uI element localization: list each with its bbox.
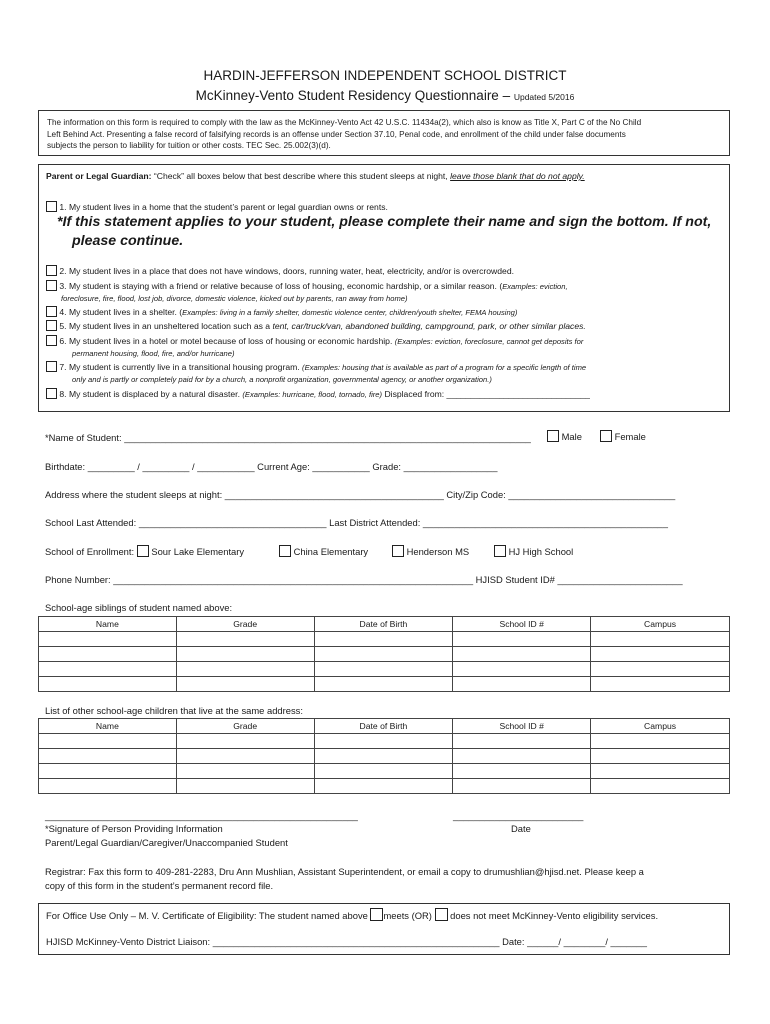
header-grade: Grade — [176, 719, 314, 734]
siblings-table — [38, 616, 730, 692]
header-name: Name — [39, 719, 177, 734]
option-2-checkbox[interactable] — [46, 265, 57, 276]
sour-lake-checkbox[interactable] — [137, 545, 149, 557]
enrollment-label: School of Enrollment: — [45, 546, 135, 557]
hj-high-option — [494, 545, 573, 557]
last-school-field[interactable]: School Last Attended: ____________________________________ Last District Attended: _______________________________________________ — [45, 517, 668, 528]
table-row — [39, 647, 730, 662]
male-label: Male — [561, 431, 582, 442]
option-8 — [46, 388, 590, 399]
legal-line-2: Left Behind Act. Presenting a false record of falsifying records is an offense under Section 37.10, Penal code, and enrollment of the child under false documents — [47, 129, 626, 139]
option-3-checkbox[interactable] — [46, 280, 57, 291]
header-grade: Grade — [176, 617, 314, 632]
date-label: Date — [511, 823, 531, 834]
option-8-checkbox[interactable] — [46, 388, 57, 399]
option-7-checkbox[interactable] — [46, 361, 57, 372]
others-table — [38, 718, 730, 794]
henderson-option — [392, 545, 469, 557]
option-1 — [46, 201, 388, 212]
guardian-underlined: leave those blank that do not apply. — [450, 171, 585, 181]
header-campus: Campus — [591, 617, 730, 632]
meets-checkbox[interactable] — [370, 908, 383, 921]
date-line[interactable]: _________________________ — [453, 810, 584, 821]
table-row — [39, 749, 730, 764]
option-4 — [46, 306, 517, 317]
henderson-checkbox[interactable] — [392, 545, 404, 557]
school-enrollment — [45, 545, 244, 557]
table-row — [39, 677, 730, 692]
option-3 — [46, 280, 568, 291]
china-checkbox[interactable] — [279, 545, 291, 557]
option-7-text: 7. My student is currently live in a transitional housing program. — [59, 362, 303, 372]
registrar-line-2: copy of this form in the student’s permanent record file. — [45, 880, 274, 891]
henderson-label: Henderson MS — [406, 546, 470, 557]
option-2 — [46, 265, 514, 276]
office-label: For Office Use Only – M. V. Certificate of Eligibility: The student named above — [46, 910, 368, 921]
header-dob: Date of Birth — [314, 719, 453, 734]
sour-lake-label: Sour Lake Elementary — [151, 546, 245, 557]
option-3-example-2: foreclosure, fire, flood, lost job, divorce, domestic violence, kicked out by parents, ran away from home) — [61, 294, 408, 303]
table-header-row — [39, 617, 730, 632]
option-3-example-1: Examples: eviction, — [502, 282, 568, 291]
china-option — [279, 545, 368, 557]
notice-line-1: *If this statement applies to your student, please complete their name and sign the bottom. If not, — [57, 214, 712, 230]
signature-line[interactable]: ____________________________________________________________ — [45, 810, 358, 821]
option-8-example: (Examples: hurricane, flood, tornado, fire) — [242, 390, 383, 399]
option-5-text: 5. My student lives in an unsheltered location such as a — [59, 321, 273, 331]
option-6-example-1: (Examples: eviction, foreclosure, cannot get deposits for — [394, 337, 584, 346]
option-6-example-2: permanent housing, flood, fire, and/or hurricane) — [72, 349, 235, 358]
option-1-text: 1. My student lives in a home that the student’s parent or legal guardian owns or rents. — [59, 202, 388, 212]
hj-high-label: HJ High School — [508, 546, 574, 557]
header-dob: Date of Birth — [314, 617, 453, 632]
student-name-field[interactable]: *Name of Student: ______________________________________________________________________________ — [45, 432, 531, 443]
option-7-example-2: only and is partly or completely paid for by a church, a nonprofit organization, governmental agency, or another organization.) — [72, 375, 492, 384]
header-campus: Campus — [591, 719, 730, 734]
option-5-checkbox[interactable] — [46, 320, 57, 331]
form-title — [0, 88, 770, 103]
table-row — [39, 632, 730, 647]
header-school-id: School ID # — [453, 719, 591, 734]
legal-notice-box — [38, 110, 730, 156]
option-2-text: 2. My student lives in a place that does not have windows, doors, running water, heat, electricity, and/or is overcrowded. — [59, 266, 514, 276]
birthdate-age-grade-field[interactable]: Birthdate: _________ / _________ / ___________ Current Age: ___________ Grade: __________________ — [45, 461, 498, 472]
option-6-checkbox[interactable] — [46, 335, 57, 346]
option-6-text: 6. My student lives in a hotel or motel because of loss of housing or economic hardship. — [59, 336, 395, 346]
district-title: HARDIN-JEFFERSON INDEPENDENT SCHOOL DISTRICT — [203, 68, 567, 83]
table-row — [39, 764, 730, 779]
notice-line-2: please continue. — [72, 233, 184, 249]
legal-line-1: The information on this form is required to comply with the law as the McKinney-Vento Act 42 U.S.C. 11434a(2), which also is know as Title X, Part C of the No Child — [47, 118, 642, 127]
option-7 — [46, 361, 586, 372]
option-1-checkbox[interactable] — [46, 201, 57, 212]
signature-label: *Signature of Person Providing Information — [45, 823, 223, 834]
option-7-example-1: (Examples: housing that is available as part of a program for a specific length of time — [302, 363, 587, 372]
option-4-checkbox[interactable] — [46, 306, 57, 317]
phone-id-field[interactable]: Phone Number: _____________________________________________________________________ HJISD Student ID# ________________________ — [45, 574, 683, 585]
option-4-example: Examples: living in a family shelter, domestic violence center, children/youth shelter, FEMA housing) — [182, 308, 518, 317]
guardian-label: Parent or Legal Guardian: — [46, 171, 152, 181]
guardian-instruction — [46, 171, 585, 181]
guardian-text: “Check” all boxes below that best describe where this student sleeps at night, — [151, 171, 451, 181]
table-row — [39, 662, 730, 677]
male-option — [547, 430, 582, 442]
table-header-row — [39, 719, 730, 734]
option-6 — [46, 335, 583, 346]
liaison-field[interactable]: HJISD McKinney-Vento District Liaison: _______________________________________________________ Date: ______/ ________/ _______ — [46, 936, 648, 947]
header-name: Name — [39, 617, 177, 632]
form-title-text: McKinney-Vento Student Residency Questionnaire – — [195, 88, 511, 103]
female-label: Female — [614, 431, 646, 442]
option-5-places: tent, car/truck/van, abandoned building, campground, park, or other similar places. — [272, 321, 586, 331]
china-label: China Elementary — [293, 546, 369, 557]
option-4-text: 4. My student lives in a shelter. ( — [59, 307, 183, 317]
female-checkbox[interactable] — [600, 430, 612, 442]
signature-role-label: Parent/Legal Guardian/Caregiver/Unaccompanied Student — [45, 837, 288, 848]
address-field[interactable]: Address where the student sleeps at night: __________________________________________ City/Zip Code: ________________________________ — [45, 489, 676, 500]
option-5 — [46, 320, 586, 331]
hj-high-checkbox[interactable] — [494, 545, 506, 557]
others-caption: List of other school-age children that live at the same address: — [45, 705, 303, 716]
table-row — [39, 779, 730, 794]
not-meets-checkbox[interactable] — [435, 908, 448, 921]
not-meets-label: does not meet McKinney-Vento eligibility services. — [450, 910, 659, 921]
option-8-text: 8. My student is displaced by a natural disaster. — [59, 389, 243, 399]
option-3-text: 3. My student is staying with a friend or relative because of loss of housing, economic hardship, or a similar reason. ( — [59, 281, 503, 291]
header-school-id: School ID # — [453, 617, 591, 632]
table-row — [39, 734, 730, 749]
displaced-from-field[interactable]: Displaced from: ______________________________ — [382, 389, 590, 399]
meets-label: meets (OR) — [383, 910, 432, 921]
siblings-caption: School-age siblings of student named above: — [45, 602, 233, 613]
male-checkbox[interactable] — [547, 430, 559, 442]
office-eligibility — [46, 908, 658, 921]
legal-line-3: subjects the person to liability for tuition or other costs. TEC Sec. 25.002(3)(d). — [47, 141, 331, 150]
registrar-line-1: Registrar: Fax this form to 409-281-2283, Dru Ann Mushlian, Assistant Superintendent, or email a copy to drumushlian@hjisd.net. Please keep a — [45, 866, 644, 877]
female-option — [600, 430, 646, 442]
updated-date: Updated 5/2016 — [513, 92, 575, 102]
